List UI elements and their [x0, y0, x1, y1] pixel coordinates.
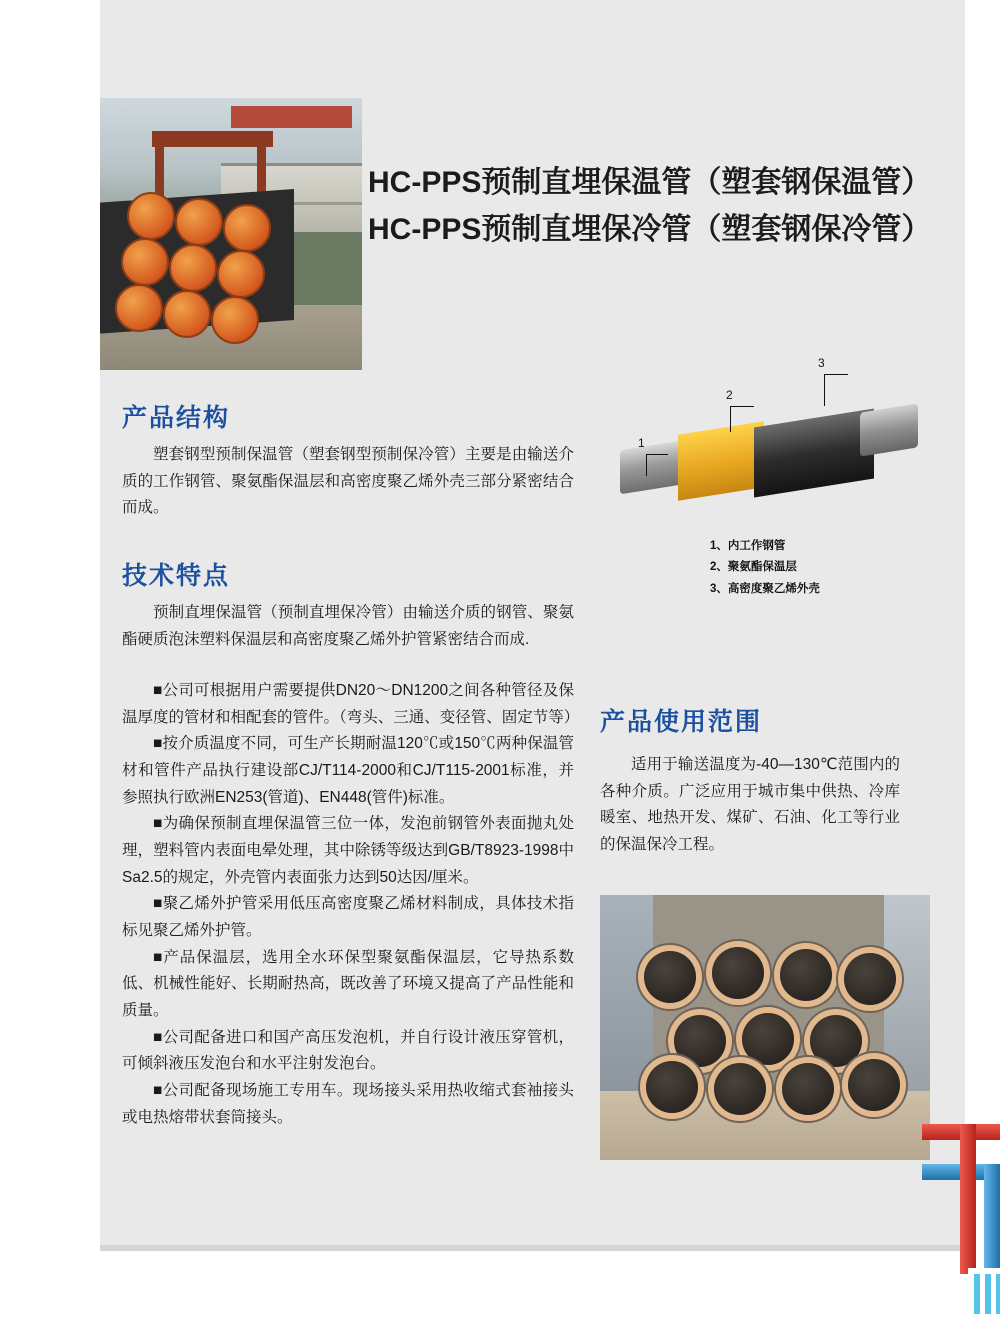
- feature-bullet: ■公司配备现场施工专用车。现场接头采用热收缩式套袖接头或电热熔带状套筒接头。: [122, 1081, 574, 1126]
- diagram-legend: [710, 536, 930, 600]
- text-usage-scope: 适用于输送温度为-40—130℃范围内的各种介质。广泛应用于城市集中供热、冷库暖室、地热开发、煤矿、石油、化工等行业的保温保冷工程。: [600, 756, 900, 853]
- photo-banner: [231, 106, 352, 128]
- heading-usage-scope: 产品使用范围: [600, 708, 763, 736]
- feature-bullet: ■聚乙烯外护管采用低压高密度聚乙烯材料制成，具体技术指标见聚乙烯外护管。: [122, 895, 574, 939]
- callout-leader-3-h: [824, 374, 848, 375]
- callout-leader-1: [646, 454, 647, 476]
- feature-bullet: ■为确保预制直埋保温管三位一体，发泡前钢管外表面抛丸处理，塑料管内表面电晕处理，其中除锈等级达到GB/T8923-1998中Sa2.5的规定，外壳管内表面张力达到50达因/厘米。: [122, 815, 574, 886]
- pipe-cutaway-diagram: [600, 350, 930, 595]
- callout-leader-1-h: [646, 454, 668, 455]
- deco-blue-elbow: [984, 1164, 1000, 1284]
- photo-pipe-caps: [121, 188, 283, 335]
- photo-crane-beam: [152, 131, 273, 147]
- callout-number-1: 1: [638, 436, 645, 450]
- feature-bullet: ■按介质温度不同，可生产长期耐温120℃或150℃两种保温管材和管件产品执行建设部CJ/T114-2000和CJ/T115-2001标准，并参照执行欧洲EN253(管道)、EN448(管件)标准。: [122, 735, 574, 806]
- title-line-1: HC-PPS预制直埋保温管（塑套钢保温管）: [368, 166, 932, 199]
- features-bullet-list: [122, 678, 580, 1131]
- callout-number-3: 3: [818, 356, 825, 370]
- text-features-intro: 预制直埋保温管（预制直埋保冷管）由输送介质的钢管、聚氨酯硬质泡沫塑料保温层和高密度聚乙烯外护管紧密结合而成.: [122, 604, 574, 648]
- callout-leader-2: [730, 406, 731, 432]
- panel-shadow: [100, 1245, 965, 1251]
- diagram-polyurethane-foam-layer: [678, 421, 764, 501]
- legend-item-2: 2、聚氨酯保温层: [710, 561, 797, 574]
- callout-number-2: 2: [726, 388, 733, 402]
- title-line-2: HC-PPS预制直埋保冷管（塑套钢保冷管）: [368, 212, 932, 246]
- feature-bullet: ■产品保温层，选用全水环保型聚氨酯保温层，它导热系数低、机械性能好、长期耐热高，既改善了环境又提高了产品性能和质量。: [122, 948, 574, 1019]
- text-product-structure: 塑套钢型预制保温管（塑套钢型预制保冷管）主要是由输送介质的工作钢管、聚氨酯保温层和高密度聚乙烯外壳三部分紧密结合而成。: [122, 446, 574, 517]
- legend-item-1: 1、内工作钢管: [710, 540, 786, 552]
- page-title: [368, 160, 948, 253]
- diagram-hdpe-outer-jacket: [754, 408, 874, 497]
- feature-bullet: ■公司可根据用户需要提供DN20～DN1200之间各种管径及保温厚度的管材和相配套的管件。（弯头、三通、变径管、固定节等）: [122, 682, 580, 726]
- deco-stripe-pattern: [974, 1274, 1000, 1314]
- diagram-steel-pipe-end: [860, 403, 918, 456]
- heading-technical-features: 技术特点: [122, 562, 231, 590]
- legend-item-3: 3、高密度聚乙烯外壳: [710, 582, 820, 595]
- callout-leader-3: [824, 374, 825, 406]
- heading-product-structure: 产品结构: [122, 404, 231, 432]
- diagram-pipe: [620, 402, 910, 512]
- deco-red-elbow: [960, 1124, 976, 1274]
- decorative-pipe-graphic: [922, 1118, 1000, 1319]
- feature-bullet: ■公司配备进口和国产高压发泡机，并自行设计液压穿管机，可倾斜液压发泡台和水平注射发泡台。: [122, 1028, 574, 1073]
- photo-insulated-pipe-stack: [600, 895, 930, 1160]
- callout-leader-2-h: [730, 406, 754, 407]
- photo-ring-stack: [640, 943, 897, 1097]
- hero-photo-pipe-yard: [100, 98, 362, 370]
